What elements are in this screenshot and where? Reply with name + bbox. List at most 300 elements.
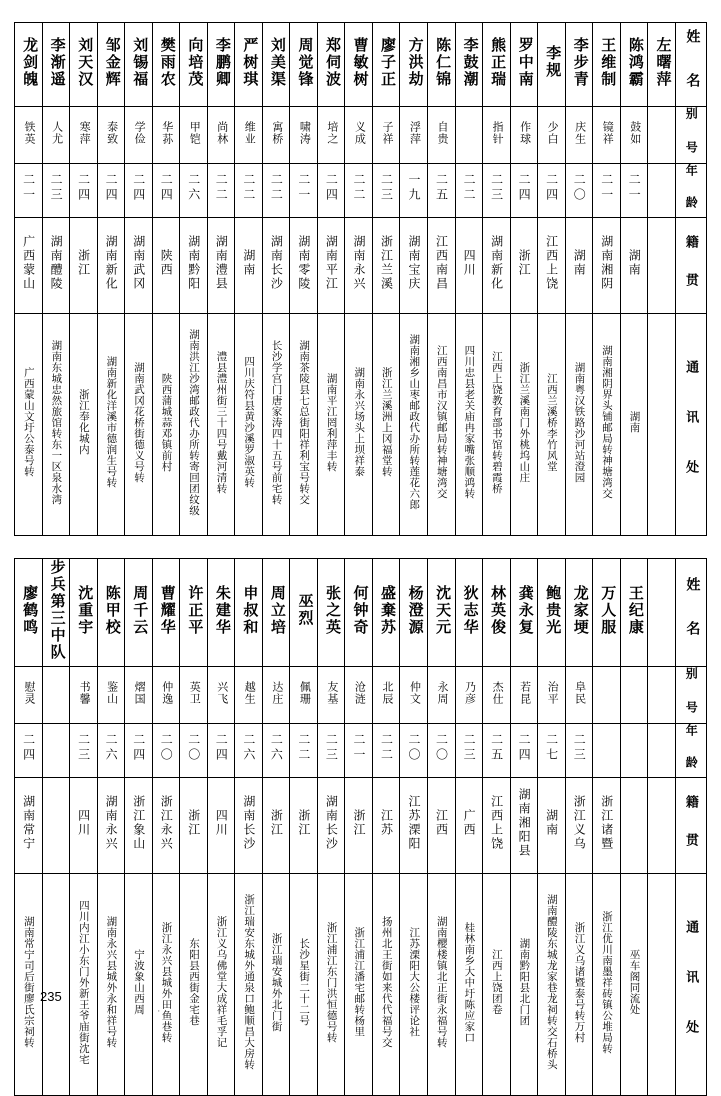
cell-address bbox=[565, 874, 593, 1096]
cell-native bbox=[593, 778, 621, 874]
address-text: 湖南 bbox=[628, 411, 640, 433]
cell-native bbox=[317, 218, 345, 314]
cell-name bbox=[483, 559, 511, 667]
native-text: 浙江 bbox=[186, 809, 201, 837]
cell-age bbox=[290, 164, 318, 218]
cell-name bbox=[510, 559, 538, 667]
cell-alias bbox=[372, 107, 400, 164]
cell-name bbox=[345, 559, 373, 667]
alias-text: 啸涛 bbox=[298, 120, 311, 145]
header-age bbox=[676, 724, 707, 778]
cell-age bbox=[42, 164, 70, 218]
alias-text: 人尤 bbox=[50, 120, 63, 145]
address-text: 湖南洪江沙湾邮政代办所转寄回团纹级 bbox=[188, 328, 200, 516]
native-text: 湖南平江 bbox=[324, 235, 339, 291]
cell-native bbox=[427, 218, 455, 314]
name-text: 陈仁锦 bbox=[434, 36, 451, 88]
cell-name bbox=[70, 23, 98, 107]
cell-name bbox=[97, 559, 125, 667]
age-text: 二〇 bbox=[186, 733, 201, 763]
address-text: 湖南东城忠然旅馆转东一区泉水湾 bbox=[50, 339, 62, 505]
native-text: 浙江诸暨 bbox=[599, 795, 614, 851]
cell-alias bbox=[483, 667, 511, 724]
name-text: 刘锡福 bbox=[131, 36, 148, 88]
cell-age bbox=[317, 164, 345, 218]
cell-native bbox=[372, 218, 400, 314]
cell-address bbox=[620, 874, 648, 1096]
age-text: 二一 bbox=[21, 173, 36, 203]
cell-alias bbox=[262, 667, 290, 724]
cell-age bbox=[125, 724, 153, 778]
alias-text: 若昆 bbox=[518, 680, 531, 705]
cell-name bbox=[290, 23, 318, 107]
cell-alias bbox=[510, 107, 538, 164]
native-text: 湖南 bbox=[627, 249, 642, 277]
name-text: 龚永复 bbox=[516, 584, 533, 636]
age-text: 二三 bbox=[489, 173, 504, 203]
name-text: 左曙萍 bbox=[654, 36, 671, 88]
age-text: 二二 bbox=[269, 173, 284, 203]
address-text: 广西蒙山文圩公泰号转 bbox=[22, 367, 34, 477]
header-address bbox=[676, 874, 707, 1096]
header-native-text: 籍 贯 bbox=[683, 794, 699, 852]
address-text: 东阳县西街金宅巷 bbox=[188, 938, 200, 1026]
cell-address bbox=[97, 314, 125, 536]
cell-alias bbox=[152, 107, 180, 164]
cell-name bbox=[262, 559, 290, 667]
cell-alias bbox=[125, 107, 153, 164]
cell-address bbox=[180, 874, 208, 1096]
cell-address bbox=[648, 314, 676, 536]
native-text: 湖南宝庆 bbox=[407, 235, 421, 291]
name-text: 狄志华 bbox=[461, 584, 478, 636]
native-text: 浙江 bbox=[269, 809, 284, 837]
cell-alias bbox=[455, 107, 483, 164]
address-text: 湖南湘乡山枣邮政代办所转莲花六郎 bbox=[408, 334, 420, 510]
name-text: 严树琪 bbox=[241, 36, 258, 88]
cell-name bbox=[372, 23, 400, 107]
alias-text: 越生 bbox=[243, 680, 256, 705]
name-text: 鲍贵光 bbox=[544, 584, 561, 636]
native-text: 湖南新化 bbox=[104, 235, 119, 291]
native-text: 浙江 bbox=[296, 809, 311, 837]
cell-address bbox=[70, 314, 98, 536]
cell-name bbox=[97, 23, 125, 107]
age-text: 二四 bbox=[324, 173, 339, 203]
cell-address bbox=[372, 874, 400, 1096]
name-text: 向培茂 bbox=[186, 36, 203, 88]
cell-name bbox=[593, 23, 621, 107]
cell-address bbox=[97, 874, 125, 1096]
name-text: 林英俊 bbox=[489, 584, 506, 636]
cell-age bbox=[262, 724, 290, 778]
age-text: 二四 bbox=[76, 173, 91, 203]
alias-text: 寓桥 bbox=[270, 120, 283, 145]
cell-age bbox=[290, 724, 318, 778]
cell-alias bbox=[70, 667, 98, 724]
cell-address bbox=[455, 314, 483, 536]
cell-native bbox=[207, 218, 235, 314]
cell-age bbox=[372, 724, 400, 778]
native-text: 湖南长沙 bbox=[241, 795, 256, 851]
cell-age bbox=[648, 724, 676, 778]
native-text: 浙江永兴 bbox=[159, 795, 174, 851]
cell-address bbox=[620, 314, 648, 536]
cell-name bbox=[42, 23, 70, 107]
alias-text: 寒萍 bbox=[78, 120, 91, 145]
name-text: 廖鹤鸣 bbox=[21, 584, 38, 636]
cell-age bbox=[152, 724, 180, 778]
native-text: 湖南长沙 bbox=[324, 795, 339, 851]
cell-address bbox=[317, 874, 345, 1096]
cell-age bbox=[427, 724, 455, 778]
cell-age bbox=[593, 724, 621, 778]
cell-address bbox=[593, 314, 621, 536]
cell-name bbox=[620, 559, 648, 667]
scan-artifact: · · bbox=[140, 1006, 167, 1016]
native-text: 湖南湘阳县 bbox=[517, 788, 532, 858]
native-text: 浙江兰溪 bbox=[379, 235, 394, 291]
age-text: 二〇 bbox=[159, 733, 174, 763]
age-text: 二四 bbox=[544, 173, 559, 203]
alias-text: 尚林 bbox=[215, 120, 228, 145]
cell-alias bbox=[345, 667, 373, 724]
cell-native bbox=[15, 218, 43, 314]
cell-native bbox=[317, 778, 345, 874]
name-text: 王维制 bbox=[599, 36, 616, 88]
cell-address bbox=[483, 314, 511, 536]
age-text: 一九 bbox=[407, 173, 421, 203]
cell-age bbox=[262, 164, 290, 218]
alias-text: 维业 bbox=[243, 120, 256, 145]
address-text: 湖南武冈花桥街德义号转 bbox=[132, 361, 144, 483]
cell-alias bbox=[97, 107, 125, 164]
cell-age bbox=[538, 724, 566, 778]
age-text: 二二 bbox=[296, 733, 311, 763]
cell-name bbox=[152, 559, 180, 667]
cell-alias bbox=[15, 107, 43, 164]
cell-age bbox=[207, 724, 235, 778]
roster-table-top bbox=[14, 22, 707, 536]
cell-age bbox=[235, 164, 263, 218]
alias-text: 英卫 bbox=[188, 680, 201, 705]
cell-alias bbox=[538, 107, 566, 164]
native-text: 四川 bbox=[462, 249, 477, 277]
native-text: 湖南 bbox=[572, 249, 587, 277]
cell-name bbox=[207, 23, 235, 107]
age-text: 二四 bbox=[104, 173, 119, 203]
native-text: 湖南黔阳 bbox=[186, 235, 201, 291]
alias-text: 浮萍 bbox=[408, 120, 421, 145]
cell-address bbox=[317, 314, 345, 536]
cell-alias bbox=[620, 667, 648, 724]
address-text: 江苏溧阳大公楼评论社 bbox=[408, 927, 420, 1037]
cell-age bbox=[400, 724, 428, 778]
alias-text: 仲文 bbox=[408, 680, 421, 705]
native-text: 浙江象山 bbox=[131, 795, 146, 851]
cell-age bbox=[565, 724, 593, 778]
cell-name bbox=[180, 23, 208, 107]
cell-name bbox=[262, 23, 290, 107]
name-text: 陈鸿霸 bbox=[626, 36, 643, 88]
table-row-address bbox=[15, 314, 707, 536]
age-text: 二〇 bbox=[434, 733, 449, 763]
native-text: 浙江 bbox=[76, 249, 91, 277]
table-row-age bbox=[15, 724, 707, 778]
address-text: 宁波象山西周 bbox=[132, 949, 144, 1015]
name-text: 刘美渠 bbox=[268, 36, 285, 88]
name-text: 李鼓潮 bbox=[461, 36, 478, 88]
address-text: 澧县澧州街三十四号戴河清转 bbox=[215, 350, 227, 494]
address-text: 湖南黔阳县北门团 bbox=[518, 938, 530, 1026]
table-separator bbox=[14, 536, 707, 558]
name-text: 周千云 bbox=[131, 584, 148, 636]
native-text: 江西上饶 bbox=[489, 795, 504, 851]
address-text: 浙江瑞安东城外通泉口鲍顺昌大房转 bbox=[243, 894, 255, 1070]
age-text: 二三 bbox=[572, 733, 587, 763]
header-alias bbox=[676, 107, 707, 164]
address-text: 浙江义乌诸暨泰号转万村 bbox=[573, 921, 585, 1043]
cell-name bbox=[317, 23, 345, 107]
header-age-text: 年 龄 bbox=[684, 724, 699, 772]
alias-text: 鉴山 bbox=[105, 680, 118, 705]
cell-native bbox=[125, 778, 153, 874]
cell-name bbox=[235, 559, 263, 667]
cell-age bbox=[207, 164, 235, 218]
address-text: 江西上饶教育部书馆转碧霞桥 bbox=[490, 350, 502, 494]
cell-alias bbox=[152, 667, 180, 724]
cell-age bbox=[648, 164, 676, 218]
cell-age bbox=[70, 164, 98, 218]
table-row-alias bbox=[15, 667, 707, 724]
name-text: 朱建华 bbox=[213, 584, 230, 636]
alias-text: 指针 bbox=[491, 120, 504, 145]
cell-native bbox=[620, 218, 648, 314]
cell-age bbox=[97, 164, 125, 218]
cell-alias bbox=[290, 667, 318, 724]
cell-address bbox=[290, 314, 318, 536]
address-text: 长沙学宫门唐家涛四十五号前宅转 bbox=[270, 339, 282, 505]
header-native bbox=[676, 218, 707, 314]
cell-name bbox=[648, 23, 676, 107]
native-text: 四川 bbox=[214, 809, 229, 837]
name-text: 熊正瑞 bbox=[489, 36, 506, 88]
cell-address bbox=[427, 314, 455, 536]
age-text: 二〇 bbox=[407, 733, 421, 763]
age-text: 二一 bbox=[627, 173, 642, 203]
address-text: 巫车阁同流处 bbox=[628, 949, 640, 1015]
native-text: 浙江 bbox=[351, 809, 366, 837]
age-text: 二〇 bbox=[572, 173, 587, 203]
cell-alias bbox=[400, 107, 428, 164]
address-text: 湖南粤汉铁路沙河站澄园 bbox=[573, 361, 585, 483]
alias-text: 治平 bbox=[546, 680, 559, 705]
cell-alias bbox=[565, 667, 593, 724]
cell-address bbox=[15, 874, 43, 1096]
name-text: 曹敏树 bbox=[351, 36, 368, 88]
cell-alias bbox=[620, 107, 648, 164]
cell-address bbox=[42, 874, 70, 1096]
age-text: 二三 bbox=[324, 733, 339, 763]
header-age-text: 年 龄 bbox=[684, 164, 699, 212]
name-text: 廖子正 bbox=[379, 36, 396, 88]
cell-address bbox=[125, 314, 153, 536]
alias-text: 镜祥 bbox=[601, 120, 614, 145]
cell-native bbox=[620, 778, 648, 874]
cell-native bbox=[290, 778, 318, 874]
name-text: 巫烈 bbox=[296, 593, 313, 627]
cell-native bbox=[125, 218, 153, 314]
cell-age bbox=[400, 164, 428, 218]
age-text: 二七 bbox=[544, 733, 559, 763]
native-text: 湖南零陵 bbox=[296, 235, 311, 291]
age-text: 二六 bbox=[186, 173, 201, 203]
alias-text: 熠国 bbox=[133, 680, 146, 705]
native-text: 湖南常宁 bbox=[21, 795, 36, 851]
cell-age bbox=[565, 164, 593, 218]
age-text: 二二 bbox=[241, 173, 256, 203]
cell-native bbox=[262, 778, 290, 874]
cell-alias bbox=[97, 667, 125, 724]
age-text: 二六 bbox=[241, 733, 256, 763]
age-text: 二一 bbox=[599, 173, 614, 203]
cell-address bbox=[510, 314, 538, 536]
native-text: 湖南永兴 bbox=[351, 235, 366, 291]
header-native-text: 籍 贯 bbox=[683, 234, 699, 292]
name-text: 沈天元 bbox=[434, 584, 451, 636]
native-text: 江西上饶 bbox=[544, 235, 559, 291]
age-text: 二五 bbox=[489, 733, 504, 763]
header-alias-text: 别 号 bbox=[684, 107, 699, 158]
age-text: 二四 bbox=[214, 733, 229, 763]
cell-address bbox=[235, 314, 263, 536]
cell-native bbox=[648, 778, 676, 874]
name-text: 李渐遥 bbox=[48, 36, 65, 88]
cell-age bbox=[97, 724, 125, 778]
cell-age bbox=[510, 724, 538, 778]
native-text: 湖南永兴 bbox=[104, 795, 119, 851]
address-text: 湖南樱楼镇北正街永福号转 bbox=[435, 916, 447, 1048]
name-text: 刘天汉 bbox=[76, 36, 93, 88]
cell-native bbox=[455, 218, 483, 314]
age-text: 二六 bbox=[104, 733, 119, 763]
name-text: 许正平 bbox=[186, 584, 203, 636]
cell-native bbox=[538, 778, 566, 874]
age-text: 二一 bbox=[296, 173, 311, 203]
address-text: 湖南永兴场头上坝祥泰 bbox=[353, 367, 365, 477]
cell-name bbox=[207, 559, 235, 667]
cell-native bbox=[207, 778, 235, 874]
cell-native bbox=[180, 218, 208, 314]
address-text: 桂林南乡大中圩陈应家口 bbox=[463, 921, 475, 1043]
cell-alias bbox=[427, 107, 455, 164]
cell-name bbox=[593, 559, 621, 667]
age-text: 二三 bbox=[462, 733, 477, 763]
cell-age bbox=[483, 724, 511, 778]
cell-name bbox=[427, 559, 455, 667]
name-text: 李步青 bbox=[571, 36, 588, 88]
table-row-name bbox=[15, 559, 707, 667]
header-alias bbox=[676, 667, 707, 724]
age-text: 二四 bbox=[131, 733, 146, 763]
native-text: 浙江义乌 bbox=[572, 795, 587, 851]
age-text: 二二 bbox=[351, 173, 366, 203]
address-text: 浙江浦江潘宅邮转杨里 bbox=[353, 927, 365, 1037]
cell-age bbox=[455, 724, 483, 778]
cell-native bbox=[15, 778, 43, 874]
cell-native bbox=[483, 218, 511, 314]
alias-text: 铁英 bbox=[23, 120, 36, 145]
name-text: 曹耀华 bbox=[158, 584, 175, 636]
header-alias-text: 别 号 bbox=[684, 667, 699, 718]
alias-text: 仲逸 bbox=[160, 680, 173, 705]
table-row-native bbox=[15, 778, 707, 874]
cell-native bbox=[345, 218, 373, 314]
alias-text: 慰灵 bbox=[23, 680, 36, 705]
cell-native bbox=[97, 778, 125, 874]
cell-address bbox=[42, 314, 70, 536]
cell-age bbox=[152, 164, 180, 218]
age-text: 二五 bbox=[434, 173, 449, 203]
cell-address bbox=[400, 874, 428, 1096]
cell-address bbox=[235, 874, 263, 1096]
name-text: 邹金辉 bbox=[103, 36, 120, 88]
cell-alias bbox=[565, 107, 593, 164]
cell-alias bbox=[345, 107, 373, 164]
cell-alias bbox=[427, 667, 455, 724]
address-text: 浙江优川南墨祥砖镇公堆局转 bbox=[600, 910, 612, 1054]
native-text: 江苏 bbox=[379, 809, 394, 837]
cell-native bbox=[565, 778, 593, 874]
cell-native bbox=[152, 778, 180, 874]
cell-name bbox=[125, 559, 153, 667]
native-text: 四川 bbox=[76, 809, 91, 837]
cell-age bbox=[235, 724, 263, 778]
name-text: 方洪劫 bbox=[406, 36, 423, 88]
age-text: 二二 bbox=[214, 173, 229, 203]
alias-text: 佩珊 bbox=[298, 680, 311, 705]
cell-name bbox=[648, 559, 676, 667]
alias-text: 友基 bbox=[325, 680, 338, 705]
cell-alias bbox=[400, 667, 428, 724]
cell-age bbox=[345, 724, 373, 778]
cell-age bbox=[15, 164, 43, 218]
roster-table-bottom bbox=[14, 558, 707, 1096]
cell-native bbox=[262, 218, 290, 314]
cell-age bbox=[70, 724, 98, 778]
cell-alias bbox=[317, 667, 345, 724]
cell-native bbox=[483, 778, 511, 874]
native-text: 湖南 bbox=[241, 249, 256, 277]
cell-native bbox=[235, 218, 263, 314]
cell-native bbox=[180, 778, 208, 874]
cell-alias bbox=[262, 107, 290, 164]
alias-text: 作球 bbox=[518, 120, 531, 145]
address-text: 浙江义乌佛堂大成祥毛孚记 bbox=[215, 916, 227, 1048]
cell-address bbox=[538, 874, 566, 1096]
cell-native bbox=[565, 218, 593, 314]
cell-address bbox=[15, 314, 43, 536]
alias-text: 子祥 bbox=[380, 120, 393, 145]
cell-age bbox=[620, 164, 648, 218]
cell-alias bbox=[648, 667, 676, 724]
header-name bbox=[676, 23, 707, 107]
cell-age bbox=[538, 164, 566, 218]
address-text: 江西上饶团卷 bbox=[490, 949, 502, 1015]
cell-alias bbox=[538, 667, 566, 724]
cell-alias bbox=[648, 107, 676, 164]
cell-age bbox=[510, 164, 538, 218]
